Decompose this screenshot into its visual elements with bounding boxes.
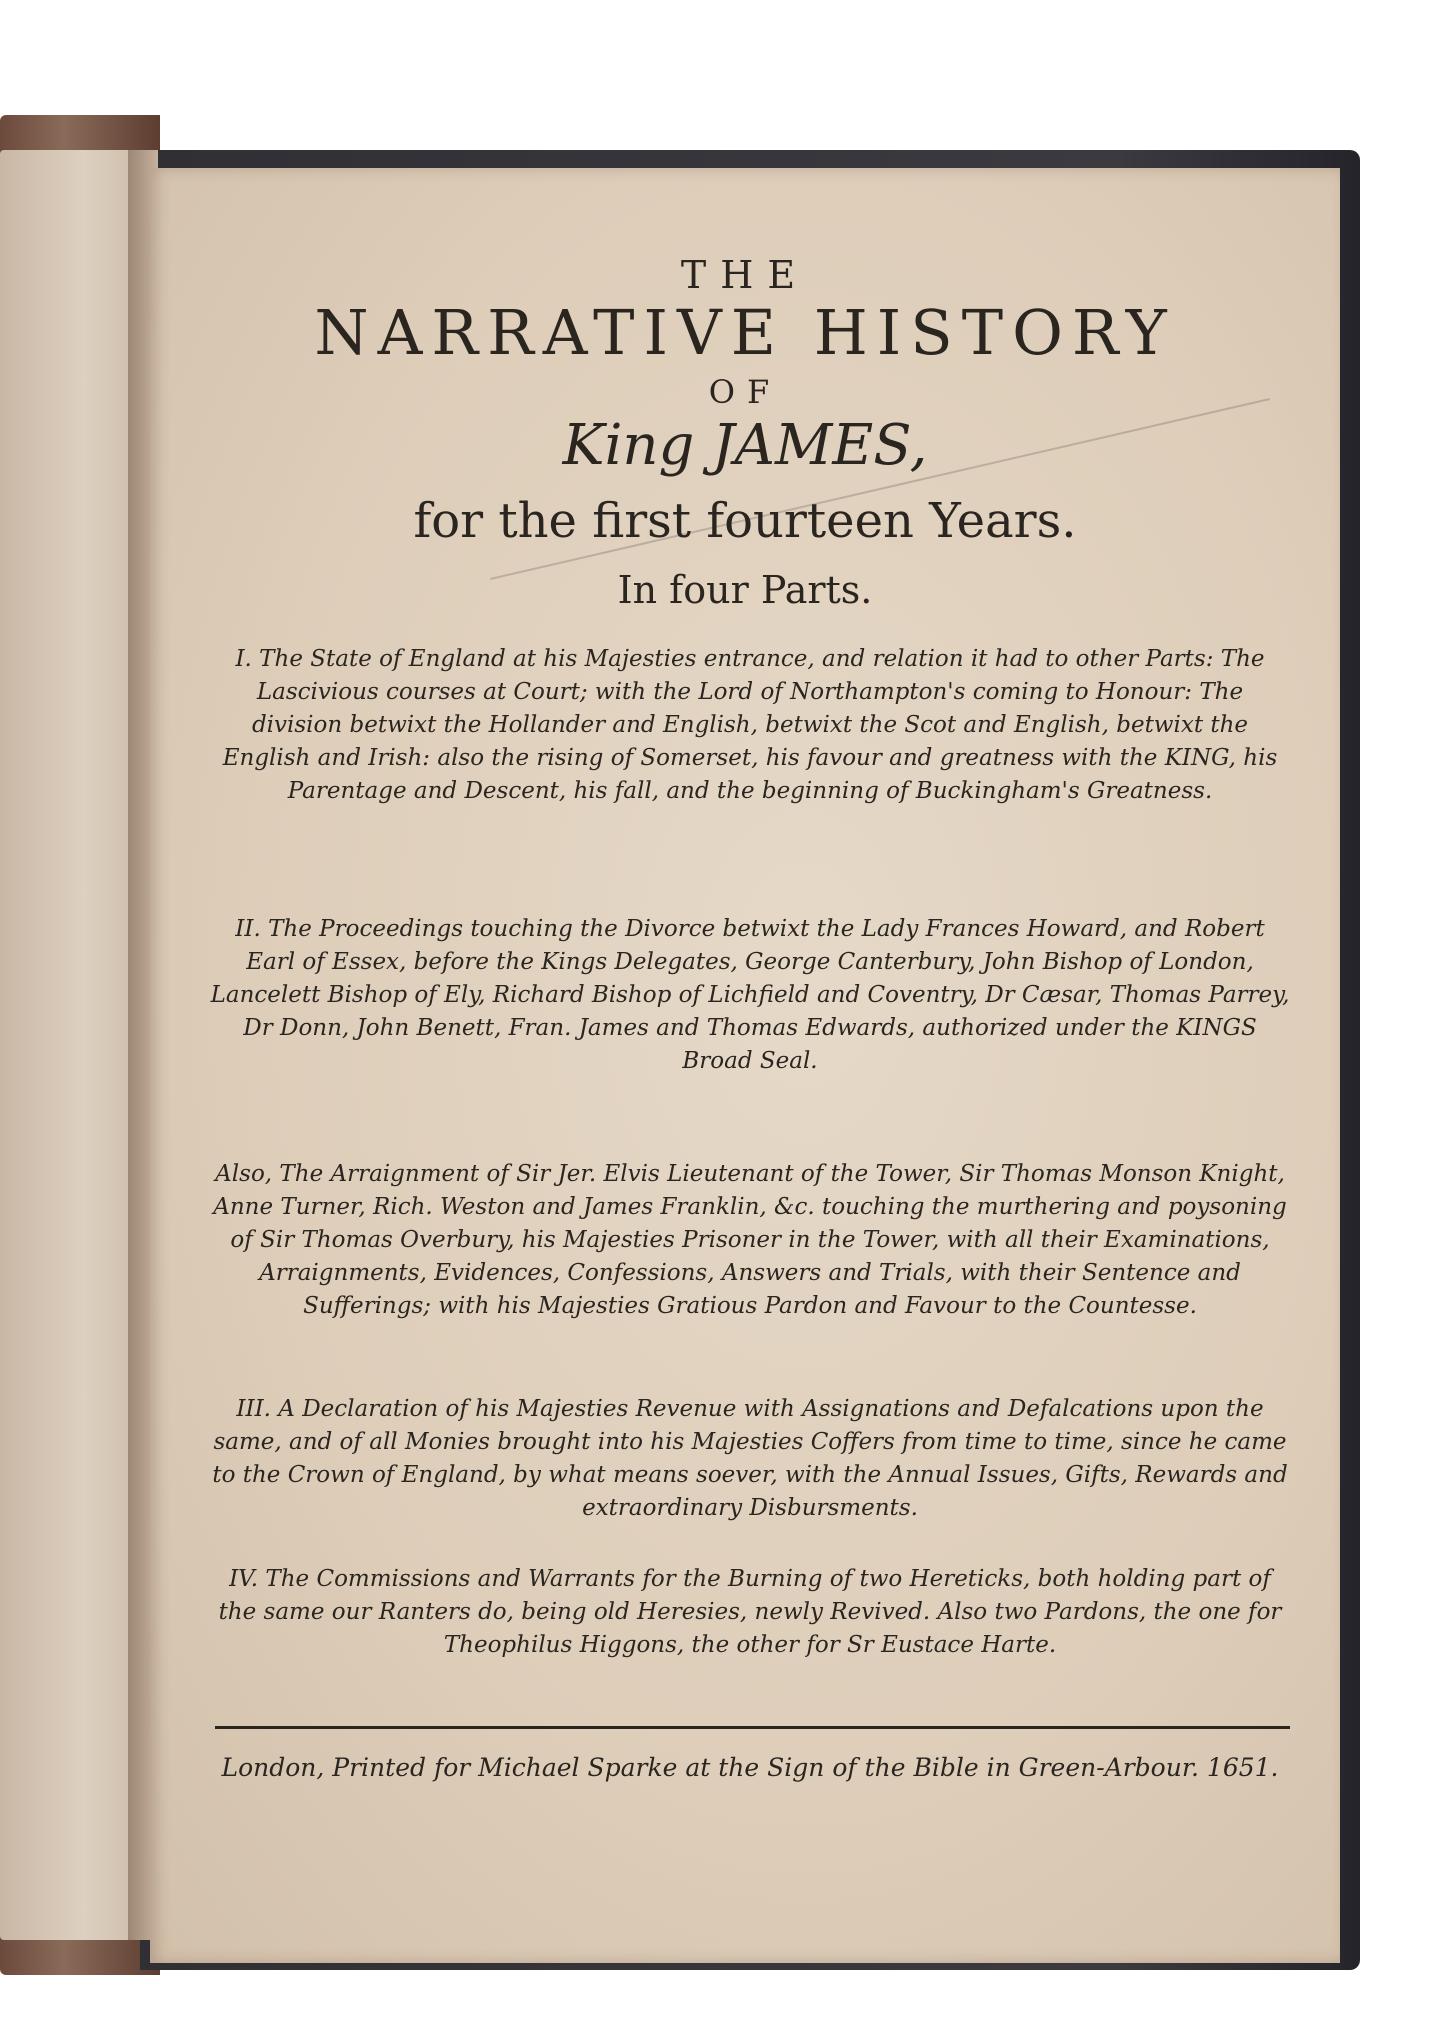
- horizontal-rule: [215, 1726, 1290, 1729]
- part-three: III. A Declaration of his Majesties Revenue with Assignations and Defalcations upon the same, and of all Monies brought into his Majesties Coffers from time to time, since he came to the Crown of England, by what means soever, with the Annual Issues, Gifts, Rewards and extraordinary Disbursments.: [212, 1396, 1288, 1521]
- title-main: NARRATIVE HISTORY: [314, 296, 1176, 369]
- imprint: London, Printed for Michael Sparke at the Sign of the Bible in Green-Arbour. 1651.: [221, 1753, 1279, 1782]
- part-two: II. The Proceedings touching the Divorce betwixt the Lady Frances Howard, and Robert Earl of Essex, before the Kings Delegates, George Canterbury, John Bishop of London, Lancelett Bishop of Ely, Richard Bishop of Lichfield and Coventry, Dr Cæsar, Thomas Parrey, Dr Donn, John Benett, Fran. James and Thomas Edwards, authorized under the KINGS Broad Seal.: [210, 916, 1290, 1074]
- part-four: IV. The Commissions and Warrants for the Burning of two Hereticks, both holding part of the same our Ranters do, being old Heresies, newly Revived. Also two Pardons, the one for Theophilus Higgons, the other for Sr Eustace Harte.: [218, 1566, 1282, 1658]
- title-parts: In four Parts.: [617, 568, 873, 612]
- title-of: OF: [708, 373, 782, 411]
- title-years: for the first fourteen Years.: [413, 493, 1077, 549]
- title-king: King JAMES,: [562, 413, 928, 478]
- title-page: [150, 168, 1340, 1963]
- part-one: I. The State of England at his Majesties entrance, and relation it had to other Parts: The Lascivious courses at Court; with the Lord of Northampton's coming to Honour: The division betwixt the Hollander and English, betwixt the Scot and English, betwixt the English and Irish: also the rising of Somerset, his favour and greatness with the KING, his Parentage and Descent, his fall, and the beginning of Buckingham's Greatness.: [222, 646, 1278, 804]
- title-the: THE: [680, 253, 810, 297]
- part-also: Also, The Arraignment of Sir Jer. Elvis Lieutenant of the Tower, Sir Thomas Monson Knight, Anne Turner, Rich. Weston and James Franklin, &c. touching the murthering and poysoning of Sir Thomas Overbury, his Majesties Prisoner in the Tower, with all their Examinations, Arraignments, Evidences, Confessions, Answers and Trials, with their Sentence and Sufferings; with his Majesties Gratious Pardon and Favour to the Countesse.: [213, 1161, 1287, 1319]
